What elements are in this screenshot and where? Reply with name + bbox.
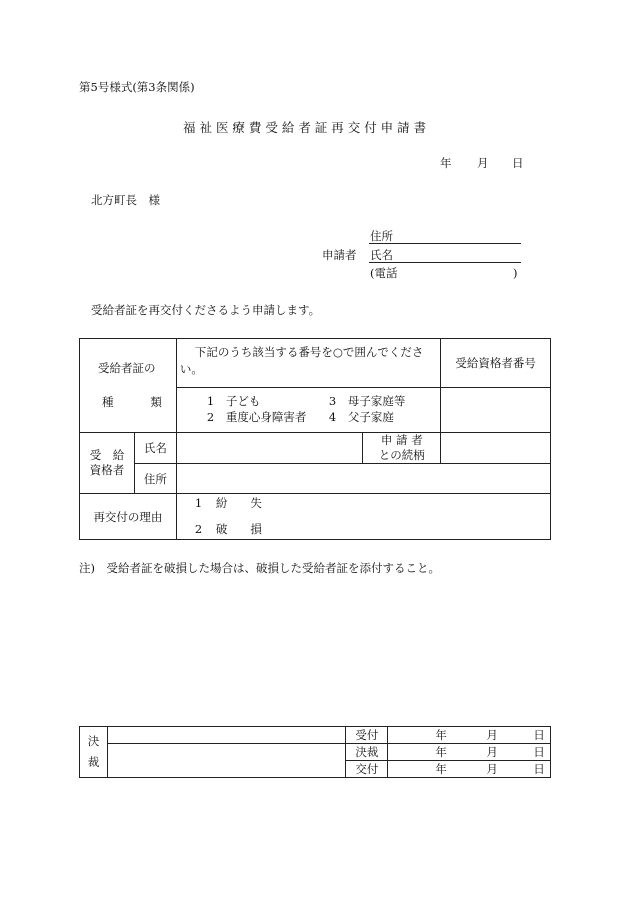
addressee: 北方町長 様 <box>91 193 160 207</box>
form-number: 第5号様式(第3条関係) <box>79 80 195 94</box>
decision-label-1: 決 <box>87 733 100 748</box>
decision-table <box>79 726 551 778</box>
card-type-label-2b: 類 <box>150 394 162 409</box>
applicant-phone-open: (電話 <box>370 266 398 280</box>
applicant-phone-close: ) <box>513 266 518 280</box>
reason-1-number: 1 <box>194 496 203 510</box>
decision-row-2-year: 年 <box>435 744 447 759</box>
instruction-line-1: 下記のうち該当する番号を○で囲んでくださ <box>194 345 424 359</box>
option-1 <box>207 396 260 408</box>
option-1-text: 子ども <box>225 394 261 408</box>
decision-row-3-date[interactable] <box>388 761 551 778</box>
instruction-cell <box>176 339 440 388</box>
instruction-line-2: い。 <box>179 361 203 376</box>
decision-row-2-month: 月 <box>486 744 498 759</box>
applicant-label: 申請者 <box>322 248 357 262</box>
decision-label-2: 裁 <box>87 755 100 769</box>
decision-row-1-day: 日 <box>533 727 545 742</box>
reason-options-cell[interactable] <box>176 494 550 540</box>
application-table <box>79 338 551 540</box>
recipient-name-label: 氏名 <box>134 433 176 464</box>
date-year-label: 年 <box>440 156 452 170</box>
option-4-text: 父子家庭 <box>347 410 394 424</box>
reason-2-text: 破 損 <box>215 522 262 536</box>
decision-row-1-label: 受付 <box>346 727 388 744</box>
date-month-label: 月 <box>477 156 489 170</box>
date-day-label: 日 <box>512 156 524 170</box>
decision-row-3-year: 年 <box>435 761 447 776</box>
recipient-label-cell <box>80 433 135 494</box>
reason-label: 再交付の理由 <box>80 494 177 540</box>
applicant-name-line[interactable] <box>369 262 521 263</box>
recipient-label-1: 受 給 <box>89 447 125 462</box>
recipient-address-label: 住所 <box>134 464 176 494</box>
relationship-field[interactable] <box>441 433 551 464</box>
relationship-label-cell <box>363 433 441 464</box>
decision-row-1-year: 年 <box>435 727 447 742</box>
option-2 <box>207 412 306 424</box>
option-1-number: 1 <box>206 394 215 408</box>
reason-2-number: 2 <box>194 522 203 536</box>
reason-2 <box>195 524 262 536</box>
decision-row-2-date[interactable] <box>388 744 551 761</box>
card-type-label-cell <box>80 339 177 433</box>
decision-row-1-month: 月 <box>486 727 498 742</box>
applicant-address-line[interactable] <box>369 243 521 244</box>
relationship-label-2: との続柄 <box>378 447 425 462</box>
decision-blank-row-1[interactable] <box>107 727 345 744</box>
eligible-number-header: 受給資格者番号 <box>441 339 551 388</box>
option-3-text: 母子家庭等 <box>347 394 406 408</box>
note-text: 注) 受給者証を破損した場合は、破損した受給者証を添付すること。 <box>79 561 440 575</box>
relationship-label-1: 申 請 者 <box>380 433 423 447</box>
recipient-address-field[interactable] <box>176 464 550 494</box>
recipient-name-field[interactable] <box>176 433 363 464</box>
eligible-number-field[interactable] <box>441 388 551 433</box>
reason-1-text: 紛 失 <box>215 496 262 510</box>
decision-label-cell <box>80 727 108 778</box>
decision-blank-row-2[interactable] <box>107 744 345 778</box>
option-3 <box>329 396 405 408</box>
request-text: 受給者証を再交付くださるよう申請します。 <box>91 303 321 317</box>
option-3-number: 3 <box>328 394 337 408</box>
decision-row-2-label: 決裁 <box>346 744 388 761</box>
recipient-label-2: 資格者 <box>89 463 125 477</box>
option-2-number: 2 <box>206 410 215 424</box>
decision-row-3-label: 交付 <box>346 761 388 778</box>
option-2-text: 重度心身障害者 <box>225 410 307 424</box>
applicant-address-label: 住所 <box>370 229 393 243</box>
option-4 <box>329 412 394 424</box>
applicant-name-label: 氏名 <box>370 248 393 262</box>
card-type-options-cell[interactable] <box>176 388 440 433</box>
reason-1 <box>195 498 262 510</box>
decision-row-3-month: 月 <box>486 761 498 776</box>
decision-row-2-day: 日 <box>533 744 545 759</box>
page-title: 福 祉 医 療 費 受 給 者 証 再 交 付 申 請 書 <box>183 120 427 135</box>
card-type-label-1: 受給者証の <box>98 361 156 375</box>
decision-row-3-day: 日 <box>533 761 545 776</box>
card-type-label-2a: 種 <box>102 394 114 409</box>
decision-row-1-date[interactable] <box>388 727 551 744</box>
option-4-number: 4 <box>328 410 337 424</box>
